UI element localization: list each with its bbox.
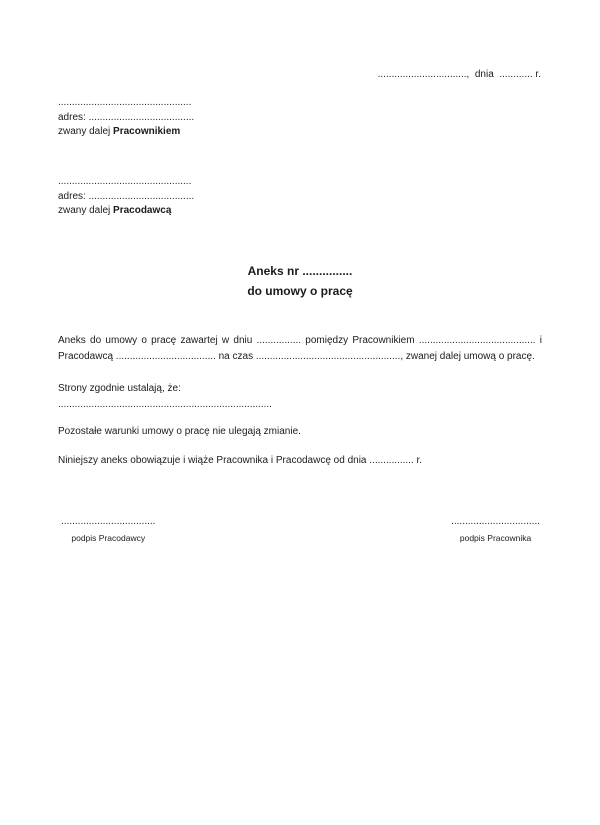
document-title (0, 261, 600, 301)
employer-address-line: adres: ...................................... (58, 190, 195, 202)
effective-clause: Niniejszy aneks obowiązuje i wiąże Pracownika i Pracodawcę od dnia ................ r. (58, 455, 423, 466)
employer-designation-prefix: zwany dalej (58, 205, 114, 216)
intro-paragraph-line1: Aneks do umowy o pracę zawartej w dniu ................ pomiędzy Pracownikiem .......................................... i (58, 335, 542, 346)
intro-paragraph (58, 333, 542, 365)
employer-signature-label: podpis Pracodawcy (71, 533, 146, 543)
agreement-block (58, 381, 542, 413)
employer-party-block (58, 175, 194, 219)
employee-party-block (58, 96, 194, 140)
date-line: ................................, dnia ............ r. (377, 69, 541, 80)
employee-designation-prefix: zwany dalej (58, 126, 114, 137)
employee-designation (58, 125, 194, 140)
document-title-line2: do umowy o pracę (247, 284, 353, 298)
employer-signature-block (61, 514, 155, 544)
employer-name-fill-line: ................................................ (58, 176, 192, 187)
unchanged-clause: Pozostałe warunki umowy o pracę nie ulegają zmianie. (58, 426, 301, 437)
employee-signature-line: ................................ (451, 516, 540, 527)
agreement-heading: Strony zgodnie ustalają, że: (58, 383, 181, 394)
intro-paragraph-line2: Pracodawcą .................................... na czas ...................................................., zwanej dalej umową o pracę. (58, 351, 535, 362)
document-title-line1: Aneks nr ............... (247, 264, 353, 278)
employer-designation-name: Pracodawcą (113, 205, 172, 216)
employee-address-line: adres: ...................................... (58, 111, 195, 123)
employer-signature-line: .................................. (61, 516, 156, 527)
employee-signature-block (451, 514, 540, 544)
employee-name-fill-line: ................................................ (58, 97, 192, 108)
employee-signature-label: podpis Pracownika (459, 533, 532, 543)
employee-designation-name: Pracownikiem (113, 126, 181, 137)
agreement-fill-line: ............................................................................. (58, 399, 272, 410)
employer-designation (58, 204, 194, 219)
